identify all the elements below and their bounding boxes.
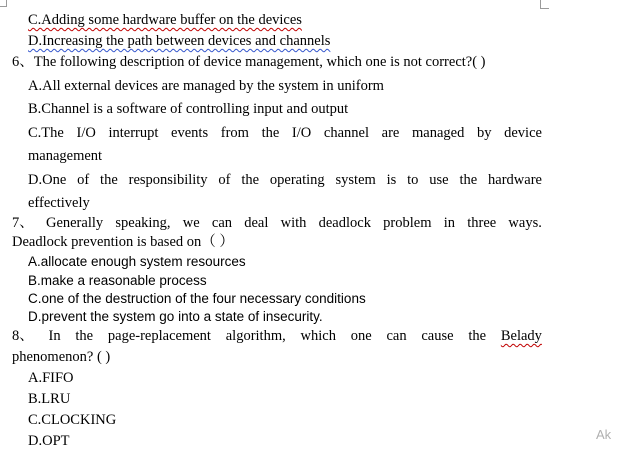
question-7-line2: Deadlock prevention is based on（ ）	[12, 234, 234, 250]
q8-option-b: B.LRU	[28, 391, 71, 407]
q7-option-a: A.allocate enough system resources	[28, 254, 246, 269]
q6-option-a: A.All external devices are managed by the system in uniform	[28, 78, 384, 94]
q7-option-d: D.prevent the system go into a state of insecurity.	[28, 309, 323, 324]
q6-option-d-line1: D.One of the responsibility of the operating system is to use the hardware	[28, 172, 542, 188]
q7-option-b: B.make a reasonable process	[28, 273, 207, 288]
q6-option-c-line1: C.The I/O interrupt events from the I/O channel are managed by device	[28, 125, 542, 141]
question-6: 6、The following description of device management, which one is not correct?( )	[12, 54, 486, 70]
q5-option-c: C.Adding some hardware buffer on the devices	[28, 12, 302, 28]
question-8-line1: 8、 In the page-replacement algorithm, which one can cause the Belady	[12, 328, 542, 344]
q6-option-b: B.Channel is a software of controlling input and output	[28, 101, 349, 117]
q6-option-d-line2: effectively	[28, 195, 90, 211]
watermark-text: Ak	[596, 427, 612, 442]
q7-option-c: C.one of the destruction of the four necessary conditions	[28, 291, 366, 306]
q8-option-a: A.FIFO	[28, 370, 74, 386]
question-8-line2: phenomenon? ( )	[12, 349, 111, 365]
q8-option-d: D.OPT	[28, 433, 70, 449]
page-corner-mark	[0, 0, 7, 7]
q6-option-c-line2: management	[28, 148, 103, 164]
question-7-line1: 7、 Generally speaking, we can deal with deadlock problem in three ways.	[12, 215, 542, 231]
page-corner-mark	[540, 0, 549, 9]
q8-option-c: C.CLOCKING	[28, 412, 117, 428]
q5-option-d: D.Increasing the path between devices and channels	[28, 33, 331, 49]
